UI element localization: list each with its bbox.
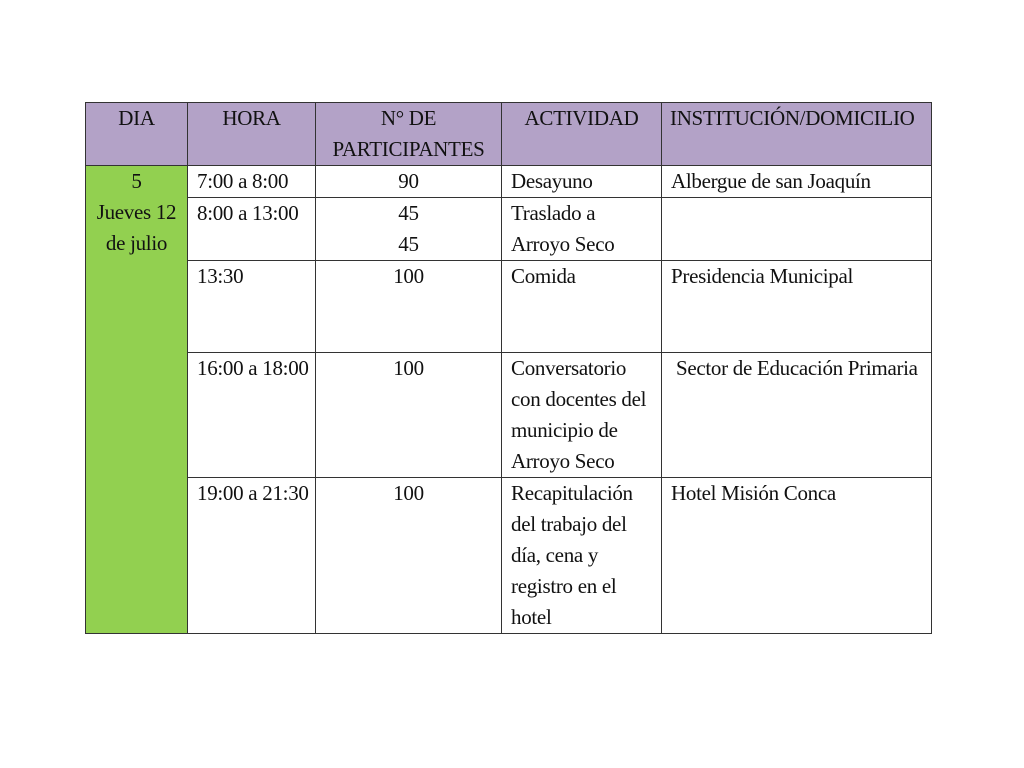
institucion-cell: Albergue de san Joaquín (662, 166, 932, 198)
participantes-cell (316, 478, 502, 634)
hora-cell: 8:00 a 13:00 (188, 198, 316, 261)
institucion-cell (662, 198, 932, 261)
institucion-cell: Presidencia Municipal (662, 261, 932, 353)
participantes-value: 45 (398, 232, 419, 256)
table-row (86, 166, 932, 198)
participantes-cell (316, 198, 502, 261)
hora-cell: 19:00 a 21:30 (188, 478, 316, 634)
table-row (86, 261, 932, 353)
hora-cell: 16:00 a 18:00 (188, 353, 316, 478)
table-row (86, 478, 932, 634)
hora-cell: 7:00 a 8:00 (188, 166, 316, 198)
participantes-value: 100 (393, 356, 424, 380)
actividad-cell: Desayuno (502, 166, 662, 198)
participantes-cell (316, 166, 502, 198)
header-participantes: N° DE PARTICIPANTES (316, 103, 502, 166)
header-hora: HORA (188, 103, 316, 166)
institucion-cell: Hotel Misión Conca (662, 478, 932, 634)
header-actividad: ACTIVIDAD (502, 103, 662, 166)
hora-cell: 13:30 (188, 261, 316, 353)
actividad-cell: Traslado a Arroyo Seco (502, 198, 662, 261)
actividad-cell: Comida (502, 261, 662, 353)
participantes-value: 90 (398, 169, 419, 193)
participantes-value: 100 (393, 264, 424, 288)
header-row (86, 103, 932, 166)
table-row (86, 198, 932, 261)
header-institucion: INSTITUCIÓN/DOMICILIO (662, 103, 932, 166)
table-row (86, 353, 932, 478)
participantes-cell (316, 353, 502, 478)
actividad-cell: Recapitulación del trabajo del día, cena y registro en el hotel (502, 478, 662, 634)
header-dia: DIA (86, 103, 188, 166)
participantes-value: 45 (398, 201, 419, 225)
participantes-cell (316, 261, 502, 353)
day-weekday: Jueves 12 (96, 200, 177, 224)
day-month: de julio (105, 231, 168, 255)
day-number: 5 (131, 169, 142, 193)
participantes-value: 100 (393, 481, 424, 505)
actividad-cell: Conversatorio con docentes del municipio de Arroyo Seco (502, 353, 662, 478)
schedule-table (85, 102, 932, 634)
day-cell (86, 166, 188, 634)
institucion-cell: Sector de Educación Primaria (662, 353, 932, 478)
